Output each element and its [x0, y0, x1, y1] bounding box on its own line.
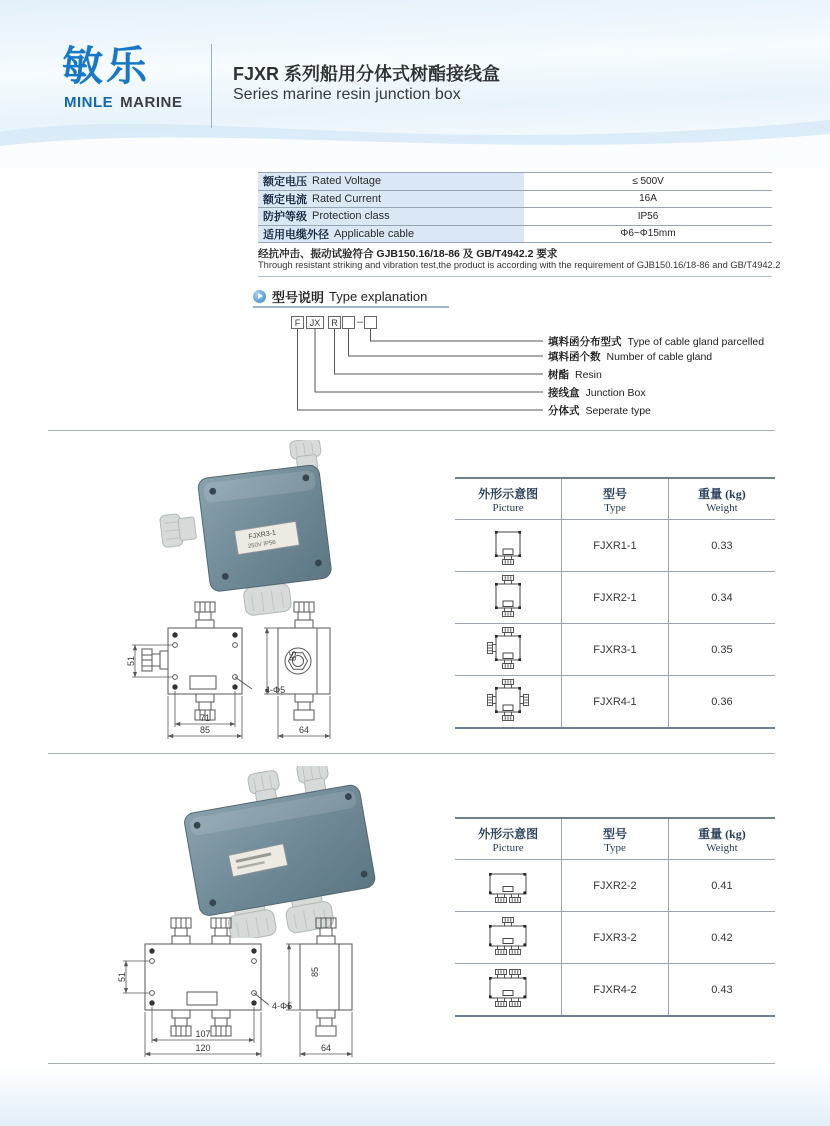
- photo-plate-rating: 250V IP56: [247, 539, 277, 551]
- diagram-label: 分体式 Seperate type: [548, 405, 651, 417]
- standards-note-cn: 经抗冲击、振动试验符合 GJB150.16/18-86 及 GB/T4942.2 要求: [258, 248, 558, 260]
- dim-51: 51: [117, 971, 127, 983]
- product-photo-square-box: [158, 440, 393, 618]
- diagram-connector-lines: [285, 316, 785, 424]
- logo-marine: MARINE: [120, 94, 183, 111]
- pictogram-3-glands-rect: [484, 912, 532, 960]
- header-vertical-divider: [211, 44, 212, 128]
- col-weight-cn: 重量 (kg): [698, 486, 746, 501]
- weight-cell: 0.33: [668, 520, 775, 572]
- type-cell: FJXR2-1: [562, 572, 669, 624]
- code-box-jx: JX: [306, 316, 324, 329]
- table-row: [455, 572, 775, 624]
- col-type-en: Type: [604, 841, 626, 854]
- table-row: [455, 520, 775, 572]
- pictogram-2-glands: [484, 572, 532, 620]
- code-box-f: F: [291, 316, 304, 329]
- col-weight-en: Weight: [706, 501, 738, 514]
- dim-107: 107: [195, 1029, 211, 1039]
- pictogram-4-glands-rect: [484, 964, 532, 1012]
- bottom-gradient-band: [0, 1062, 830, 1126]
- col-weight-cn: 重量 (kg): [698, 826, 746, 841]
- type-weight-table-2: [455, 817, 775, 1017]
- heading-cn: 型号说明: [272, 290, 325, 305]
- page-title-cn: FJXR 系列船用分体式树酯接线盒: [233, 64, 501, 84]
- spec-row-cable: [258, 226, 772, 244]
- col-picture-en: Picture: [492, 501, 524, 514]
- photo-plate-model: FJXR3-1: [248, 529, 277, 541]
- diagram-label: 树酯 Resin: [548, 369, 602, 381]
- col-type-cn: 型号: [602, 826, 627, 841]
- type-weight-table-1: [455, 477, 775, 729]
- dim-71: 71: [199, 713, 211, 723]
- code-box-blank-2: [364, 316, 377, 329]
- col-weight-en: Weight: [706, 841, 738, 854]
- col-picture-cn: 外形示意图: [478, 826, 539, 841]
- section-divider: [48, 753, 775, 754]
- heading-en: Type explanation: [329, 289, 428, 304]
- dim-side-85: 85: [288, 650, 298, 662]
- table-row: [455, 860, 775, 912]
- pictogram-4-glands: [484, 676, 532, 724]
- col-type-en: Type: [604, 501, 626, 514]
- spec-label-en: Rated Current: [312, 192, 382, 205]
- heading-underline: [253, 306, 449, 308]
- dim-51: 51: [126, 655, 136, 667]
- dim-holes: 4-Φ5: [265, 685, 286, 695]
- standards-note-en: Through resistant striking and vibration test,the product is according with the requirement of GJB150.16/18-86 and GB/T4942.2: [258, 260, 781, 270]
- spec-row-protection: [258, 208, 772, 226]
- table-row: [455, 676, 775, 729]
- spec-label-en: Protection class: [312, 210, 390, 223]
- dim-side-64: 64: [298, 725, 310, 735]
- type-cell: FJXR1-1: [562, 520, 669, 572]
- type-cell: FJXR4-1: [562, 676, 669, 729]
- pictogram-1-gland: [484, 520, 532, 568]
- dimension-drawing-rect-box: [115, 912, 380, 1064]
- dim-120: 120: [195, 1043, 211, 1053]
- logo-text-cn: 敏乐: [62, 43, 150, 89]
- col-picture-en: Picture: [492, 841, 524, 854]
- spec-label-cn: 额定电压: [263, 176, 307, 189]
- table-row: [455, 624, 775, 676]
- dim-side-64: 64: [320, 1043, 332, 1053]
- type-cell: FJXR4-2: [562, 964, 669, 1017]
- weight-cell: 0.43: [668, 964, 775, 1017]
- type-cell: FJXR3-2: [562, 912, 669, 964]
- spec-row-current: [258, 191, 772, 209]
- spec-label-cn: 适用电缆外径: [263, 228, 329, 241]
- spec-label-en: Rated Voltage: [312, 175, 382, 188]
- dim-85: 85: [199, 725, 211, 735]
- play-circle-icon: [253, 290, 266, 303]
- table-row: [455, 964, 775, 1017]
- weight-cell: 0.42: [668, 912, 775, 964]
- type-explanation-heading: [253, 287, 427, 306]
- spec-bottom-rule: [258, 276, 772, 277]
- dim-side-85: 85: [310, 966, 320, 978]
- logo-text-en: [64, 94, 182, 111]
- table-header-row: [455, 818, 775, 860]
- spec-value: 16A: [639, 193, 657, 205]
- diagram-label: 填料函分布型式 Type of cable gland parcelled: [548, 336, 765, 348]
- dim-holes: 4-Φ5: [272, 1001, 293, 1011]
- table-header-row: [455, 478, 775, 520]
- weight-cell: 0.36: [668, 676, 775, 729]
- diagram-label: 填料函个数 Number of cable gland: [548, 351, 713, 363]
- weight-cell: 0.41: [668, 860, 775, 912]
- logo-minl: MINLE: [64, 94, 114, 111]
- type-cell: FJXR3-1: [562, 624, 669, 676]
- code-box-blank-1: [342, 316, 355, 329]
- spec-label-cn: 额定电流: [263, 193, 307, 206]
- spec-value: IP56: [637, 210, 659, 222]
- col-picture-cn: 外形示意图: [478, 486, 539, 501]
- page-title-en: Series marine resin junction box: [233, 86, 461, 103]
- type-code-diagram: [285, 316, 785, 424]
- spec-value: Φ6~Φ15mm: [620, 228, 676, 240]
- code-box-r: R: [328, 316, 341, 329]
- spec-label-cn: 防护等级: [263, 211, 307, 224]
- col-type-cn: 型号: [602, 486, 627, 501]
- section-divider: [48, 430, 775, 431]
- spec-value: ≤ 500V: [632, 175, 664, 187]
- spec-table: [258, 172, 772, 243]
- weight-cell: 0.34: [668, 572, 775, 624]
- table-row: [455, 912, 775, 964]
- spec-label-en: Applicable cable: [334, 227, 415, 240]
- pictogram-2-glands-bottom: [484, 860, 532, 908]
- code-dash: –: [357, 316, 364, 328]
- pictogram-3-glands: [484, 624, 532, 672]
- bottom-divider: [48, 1063, 775, 1064]
- diagram-label: 接线盒 Junction Box: [548, 387, 646, 399]
- spec-row-voltage: [258, 173, 772, 191]
- weight-cell: 0.35: [668, 624, 775, 676]
- type-cell: FJXR2-2: [562, 860, 669, 912]
- dimension-drawing-square-box: [118, 596, 368, 746]
